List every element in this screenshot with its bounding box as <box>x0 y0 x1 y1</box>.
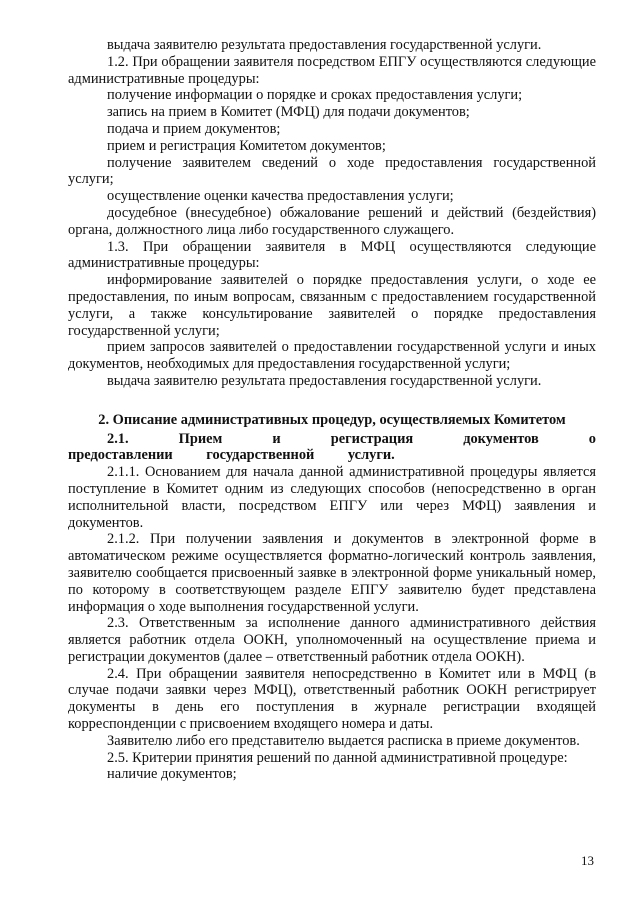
subsection-heading: 2.1. Прием и регистрация документов о предоставлении государственной услуги. <box>68 430 596 464</box>
paragraph: запись на прием в Комитет (МФЦ) для подачи документов; <box>107 104 470 121</box>
paragraph: 2.1.2. При получении заявления и документов в электронной форме в автоматическом режиме осуществляется форматно-логический контроль заявления, заявителю сообщается присвоенный заявке в электронной форме уникальный номер, по которому в соответствующем разделе ЕПГУ заявителю будет представлена информация о ходе выполнения государственной услуги. <box>68 531 596 615</box>
paragraph: досудебное (внесудебное) обжалование решений и действий (бездействия) органа, должностного лица либо государственного служащего. <box>68 204 596 238</box>
paragraph: прием запросов заявителей о предоставлении государственной услуги и иных документов, необходимых для предоставления государственной услуги; <box>68 339 596 373</box>
paragraph: получение информации о порядке и сроках предоставления услуги; <box>107 87 523 104</box>
section-spacer <box>68 390 596 412</box>
paragraph: Заявителю либо его представителю выдается расписка в приеме документов. <box>107 732 580 749</box>
paragraph: 2.4. При обращении заявителя непосредственно в Комитет или в МФЦ (в случае подачи заявки через МФЦ), ответственный работник ООКН регистрирует документы в день его поступления в журнале регистрации входящей корреспонденции с присвоением входящего номера и даты. <box>68 665 596 733</box>
paragraph: наличие документов; <box>107 766 237 783</box>
section-heading: 2. Описание административных процедур, осуществляемых Комитетом <box>98 411 566 428</box>
paragraph: 2.5. Критерии принятия решений по данной административной процедуре: <box>107 749 568 766</box>
page-number: 13 <box>581 853 594 868</box>
paragraph: информирование заявителей о порядке предоставления услуги, о ходе ее предоставления, по иным вопросам, связанным с предоставлением государственной услуги, а также консультирование заявителей о порядке предоставления государственной услуги; <box>68 272 596 339</box>
paragraph: выдача заявителю результата предоставления государственной услуги. <box>107 37 542 53</box>
document-body <box>68 37 596 783</box>
paragraph: 1.2. При обращении заявителя посредством ЕПГУ осуществляются следующие административные процедуры: <box>68 53 596 87</box>
paragraph: осуществление оценки качества предоставления услуги; <box>107 188 454 205</box>
paragraph: подача и прием документов; <box>107 120 281 137</box>
paragraph: 2.3. Ответственным за исполнение данного административного действия является работник отдела ООКН, уполномоченный на осуществление приема и регистрации документов (далее – ответственный работник отдела ООКН). <box>68 615 596 665</box>
paragraph: выдача заявителю результата предоставления государственной услуги. <box>107 372 542 389</box>
paragraph: 1.3. При обращении заявителя в МФЦ осуществляются следующие административные процедуры: <box>68 238 596 272</box>
paragraph: прием и регистрация Комитетом документов; <box>107 137 386 154</box>
paragraph: получение заявителем сведений о ходе предоставления государственной услуги; <box>68 154 596 188</box>
paragraph: 2.1.1. Основанием для начала данной административной процедуры является поступление в Комитет одним из следующих способов (непосредственно в орган исполнительной власти, посредством ЕПГУ или через МФЦ) заявления и документов. <box>68 464 596 531</box>
